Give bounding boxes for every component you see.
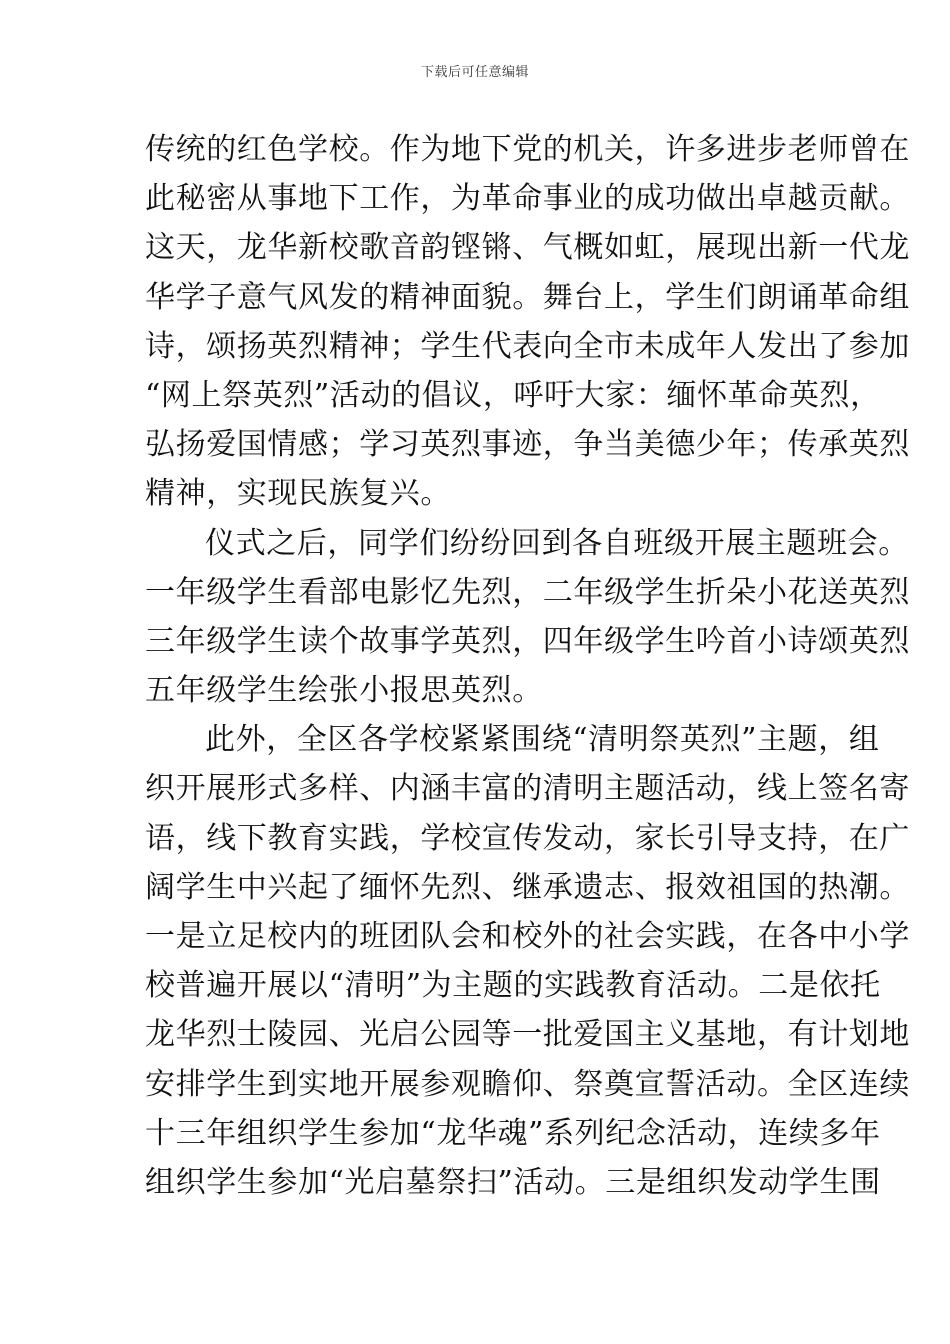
text-line: 精神，实现民族复兴。 (145, 476, 451, 512)
text-line: 华学子意气风发的精神面貌。舞台上，学生们朗诵革命组 (145, 279, 910, 315)
text-line: 一年级学生看部电影忆先烈，二年级学生折朵小花送英烈 (145, 574, 910, 610)
text-line: 传统的红色学校。作为地下党的机关，许多进步老师曾在 (145, 132, 910, 167)
text-line: 阔学生中兴起了缅怀先烈、继承遗志、报效祖国的热潮。 (145, 869, 910, 905)
text-line: 诗，颂扬英烈精神；学生代表向全市未成年人发出了参加 (145, 328, 910, 364)
text-line: 五年级学生绘张小报思英烈。 (145, 673, 543, 709)
page-header-note: 下载后可任意编辑 (420, 65, 529, 80)
text-line: 织开展形式多样、内涵丰富的清明主题活动，线上签名寄 (145, 771, 910, 807)
paragraph-start-line: 仪式之后，同学们纷纷回到各自班级开展主题班会。 (205, 525, 909, 561)
text-line: 组织学生参加“光启墓祭扫”活动。三是组织发动学生围 (145, 1164, 881, 1200)
text-line: 三年级学生读个故事学英烈，四年级学生吟首小诗颂英烈 (145, 623, 910, 659)
body-text (145, 125, 910, 1207)
text-line: 语，线下教育实践，学校宣传发动，家长引导支持，在广 (145, 820, 910, 856)
text-line: 十三年组织学生参加“龙华魂”系列纪念活动，连续多年 (145, 1115, 881, 1151)
text-line: 校普遍开展以“清明”为主题的实践教育活动。二是依托 (145, 968, 881, 1004)
text-line: 安排学生到实地开展参观瞻仰、祭奠宣誓活动。全区连续 (145, 1066, 910, 1102)
text-line: 弘扬爱国情感；学习英烈事迹，争当美德少年；传承英烈 (145, 427, 910, 463)
text-line: 此秘密从事地下工作，为革命事业的成功做出卓越贡献。 (145, 181, 910, 217)
text-line: 这天，龙华新校歌音韵铿锵、气概如虹，展现出新一代龙 (145, 230, 910, 266)
text-line: 一是立足校内的班团队会和校外的社会实践，在各中小学 (145, 919, 910, 954)
text-line: “网上祭英烈”活动的倡议，呼吁大家：缅怀革命英烈， (145, 377, 881, 413)
paragraph-start-line: 此外，全区各学校紧紧围绕“清明祭英烈”主题，组 (205, 722, 880, 758)
text-line: 龙华烈士陵园、光启公园等一批爱国主义基地，有计划地 (145, 1017, 910, 1053)
